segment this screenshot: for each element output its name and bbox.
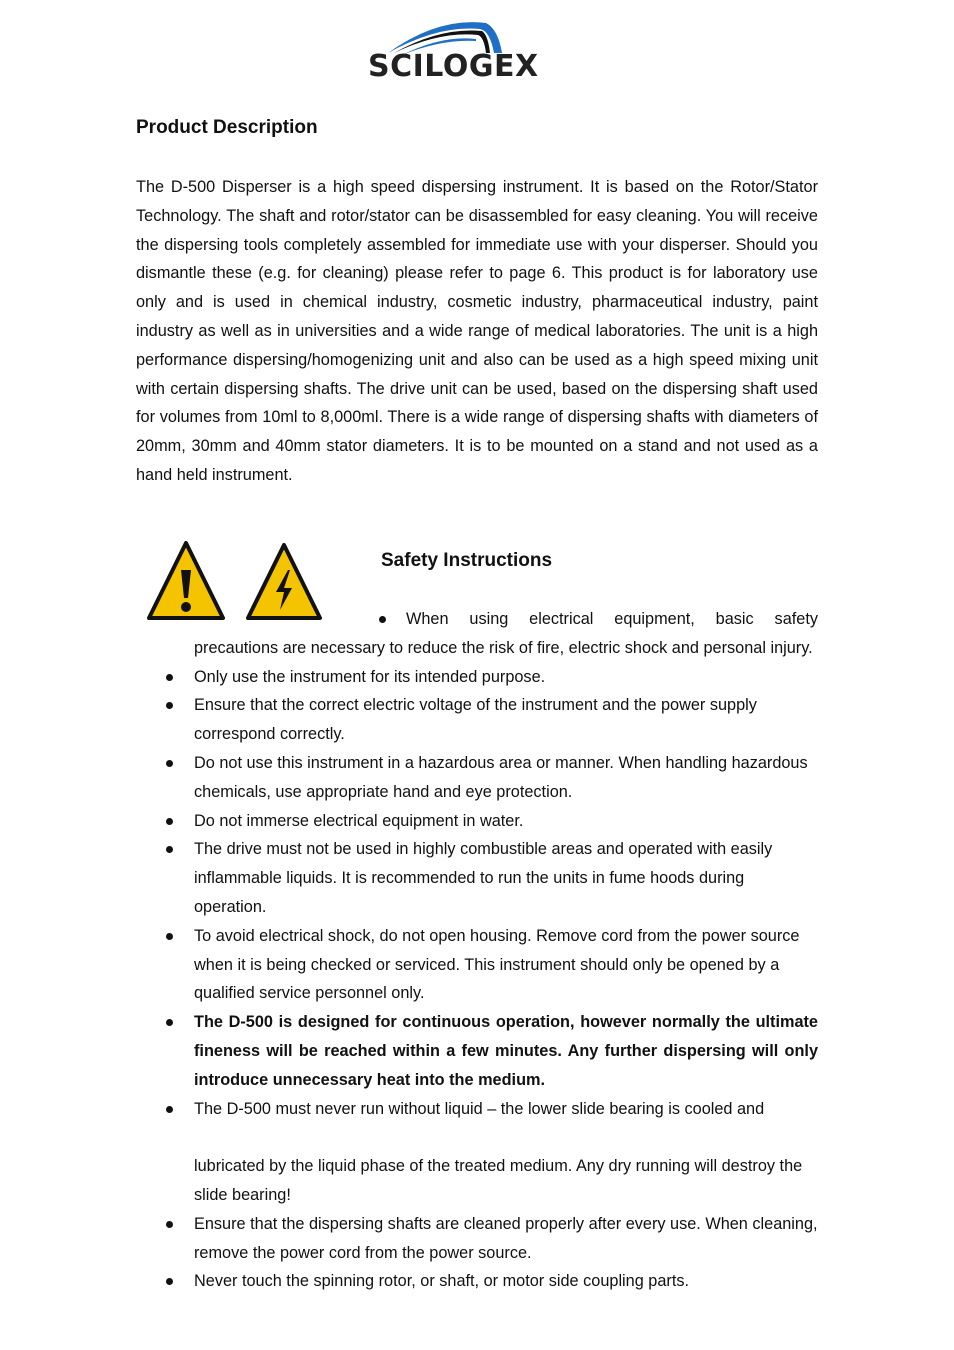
list-item: When using electrical equipment, basic safety precautions are necessary to reduce the risk of fire, electric shock and personal injury.: [194, 605, 818, 663]
safety-instructions-heading: Safety Instructions: [381, 550, 553, 571]
list-item: To avoid electrical shock, do not open housing. Remove cord from the power source when it is being checked or serviced. This instrument should only be opened by a qualified service personnel only.: [194, 922, 818, 1008]
scilogex-logo: [368, 17, 539, 84]
list-item: Ensure that the correct electric voltage of the instrument and the power supply correspond correctly.: [194, 691, 818, 749]
logo-text: SCILOGEX: [368, 49, 539, 84]
list-item-text: The D-500 must never run without liquid – the lower slide bearing is cooled and: [194, 1099, 765, 1118]
list-item: [194, 1095, 818, 1210]
list-item: Do not immerse electrical equipment in water.: [194, 807, 818, 836]
list-item: Ensure that the dispersing shafts are cleaned properly after every use. When cleaning, remove the power cord from the power source.: [194, 1210, 818, 1268]
list-item: Do not use this instrument in a hazardous area or manner. When handling hazardous chemicals, use appropriate hand and eye protection.: [194, 749, 818, 807]
product-description-heading: Product Description: [136, 117, 318, 138]
list-item-text-continued: lubricated by the liquid phase of the treated medium. Any dry running will destroy the slide bearing!: [194, 1157, 803, 1204]
safety-list: [194, 605, 818, 1296]
list-item: Only use the instrument for its intended purpose.: [194, 663, 818, 692]
list-item: The drive must not be used in highly combustible areas and operated with easily inflammable liquids. It is recommended to run the units in fume hoods during operation.: [194, 835, 818, 921]
list-item: The D-500 is designed for continuous operation, however normally the ultimate fineness will be reached within a few minutes. Any further dispersing will only introduce unnecessary heat into the medium.: [194, 1008, 818, 1094]
product-description-text: The D-500 Disperser is a high speed dispersing instrument. It is based on the Rotor/Stator Technology. The shaft and rotor/stator can be disassembled for easy cleaning. You will receive the dispersing tools completely assembled for immediate use with your disperser. Should you dismantle these (e.g. for cleaning) please refer to page 6. This product is for laboratory use only and is used in chemical industry, cosmetic industry, pharmaceutical industry, paint industry as well as in universities and a wide range of medical laboratories. The unit is a high performance dispersing/homogenizing unit and also can be used as a high speed mixing unit with certain dispersing shafts. The drive unit can be used, based on the dispersing shaft used for volumes from 10ml to 8,000ml. There is a wide range of dispersing shafts with diameters of 20mm, 30mm and 40mm stator diameters. It is to be mounted on a stand and not used as a hand held instrument.: [136, 178, 818, 484]
list-item: Never touch the spinning rotor, or shaft, or motor side coupling parts.: [194, 1267, 818, 1296]
